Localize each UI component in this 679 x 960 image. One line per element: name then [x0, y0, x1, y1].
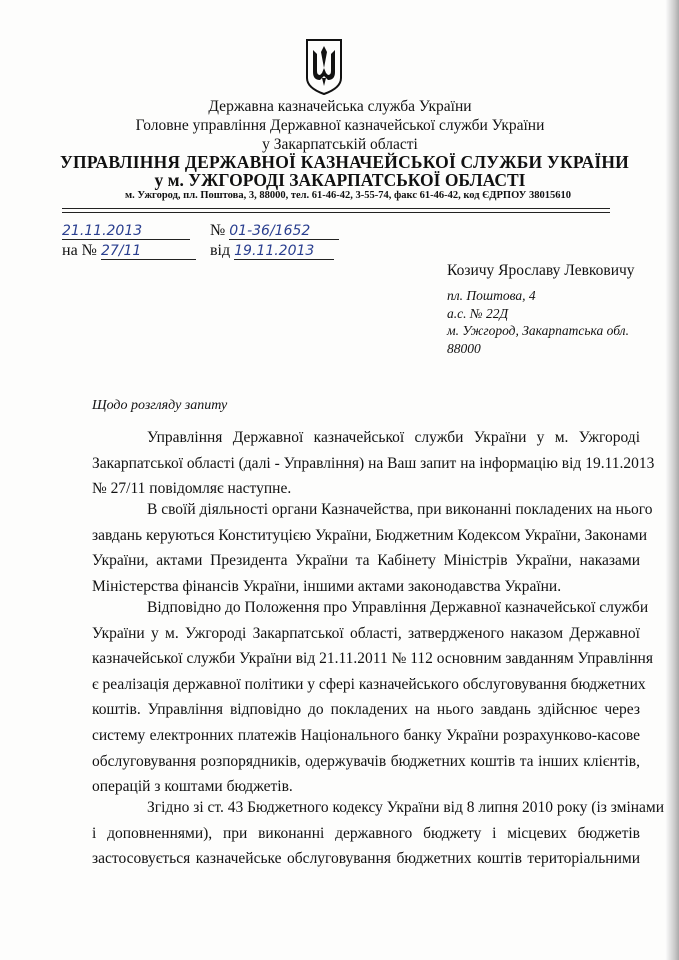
paragraph-line: завдань керуються Конституцією України, Бюджетним Кодексом України, Законами: [92, 526, 648, 544]
paragraph-line: Відповідно до Положення про Управління Державної казначейської служби: [147, 599, 649, 616]
body-paragraph-4: [92, 795, 665, 872]
paragraph-line: України, актами Президента України та Кабінету Міністрів України, наказами: [92, 552, 640, 570]
paragraph-line: Закарпатської області (далі - Управління) на Ваш запит на інформацію від 19.11.2013: [92, 454, 655, 472]
body-paragraph-3: [92, 595, 653, 800]
header-divider-thin: [62, 212, 610, 213]
header-line-city: у м. УЖГОРОДІ ЗАКАРПАТСЬКОЇ ОБЛАСТІ: [154, 170, 526, 190]
paragraph-line: казначейської служби України від 21.11.2011 № 112 основним завданням Управління: [92, 650, 653, 668]
header-line-service: Державна казначейська служба України: [208, 98, 472, 115]
header-divider: [62, 208, 610, 209]
header-line-region: у Закарпатській області: [262, 136, 418, 153]
recipient-name: Козичу Ярославу Левковичу: [447, 262, 635, 279]
paragraph-line: обслуговування розпорядників, одержувачів бюджетних коштів та інших клієнтів,: [92, 752, 640, 770]
paragraph-line: є реалізація державної політики у сфері казначейського обслуговування бюджетних: [92, 675, 646, 693]
paragraph-line: застосовується казначейське обслуговування бюджетних коштів територіальними: [92, 850, 640, 868]
paragraph-line: операцій з коштами бюджетів.: [92, 778, 293, 796]
incoming-date-row: [210, 242, 334, 260]
paragraph-line: Управління Державної казначейської служби України у м. Ужгороді: [147, 429, 640, 446]
header-contacts: м. Ужгород, пл. Поштова, 3, 88000, тел. 61-46-42, 3-55-74, факс 61-46-42, код ЄДРПОУ 38015610: [125, 190, 571, 201]
letter-subject: Щодо розгляду запиту: [92, 398, 228, 413]
header-line-main-department: Головне управління Державної казначейської служби України: [135, 117, 545, 134]
recipient-address-line: а.с. № 22Д: [447, 306, 509, 321]
reply-label: на №: [62, 242, 97, 259]
paragraph-line: України у м. Ужгороді Закарпатської області, затвердженого наказом Державної: [92, 624, 640, 642]
paragraph-line: і доповненнями), при виконанні державного бюджету і місцевих бюджетів: [92, 824, 640, 842]
outgoing-number-row: [210, 222, 339, 240]
from-label: від: [210, 242, 231, 259]
outgoing-date-row: [62, 222, 190, 240]
recipient-postcode: 88000: [447, 341, 481, 356]
trident-emblem-icon: [304, 38, 344, 96]
paragraph-line: систему електронних платежів Національного банку України розрахунково-касове: [92, 726, 640, 744]
body-paragraph-1: [92, 425, 655, 502]
outgoing-date: 21.11.2013: [62, 223, 190, 240]
body-paragraph-2: [92, 497, 653, 599]
paragraph-line: коштів. Управління відповідно до покладених на нього завдань здійснює через: [92, 701, 640, 719]
recipient-address-line: пл. Поштова, 4: [447, 288, 536, 303]
paragraph-line: Згідно зі ст. 43 Бюджетного кодексу України від 8 липня 2010 року (із змінами: [147, 799, 665, 816]
number-label: №: [210, 222, 226, 239]
recipient-address-line: м. Ужгород, Закарпатська обл.: [447, 323, 629, 338]
incoming-date: 19.11.2013: [234, 243, 334, 260]
header-line-department: УПРАВЛІННЯ ДЕРЖАВНОЇ КАЗНАЧЕЙСЬКОЇ СЛУЖБИ УКРАЇНИ: [60, 152, 629, 172]
incoming-number-row: [62, 242, 196, 260]
outgoing-number: 01-36/1652: [229, 223, 339, 240]
paragraph-line: № 27/11 повідомляє наступне.: [92, 480, 292, 498]
scan-edge-shadow: [665, 0, 679, 960]
incoming-number: 27/11: [101, 243, 196, 260]
paragraph-line: Міністерства фінансів України, іншими актами законодавства України.: [92, 577, 562, 595]
paragraph-line: В своїй діяльності органи Казначейства, при виконанні покладених на нього: [147, 501, 653, 518]
